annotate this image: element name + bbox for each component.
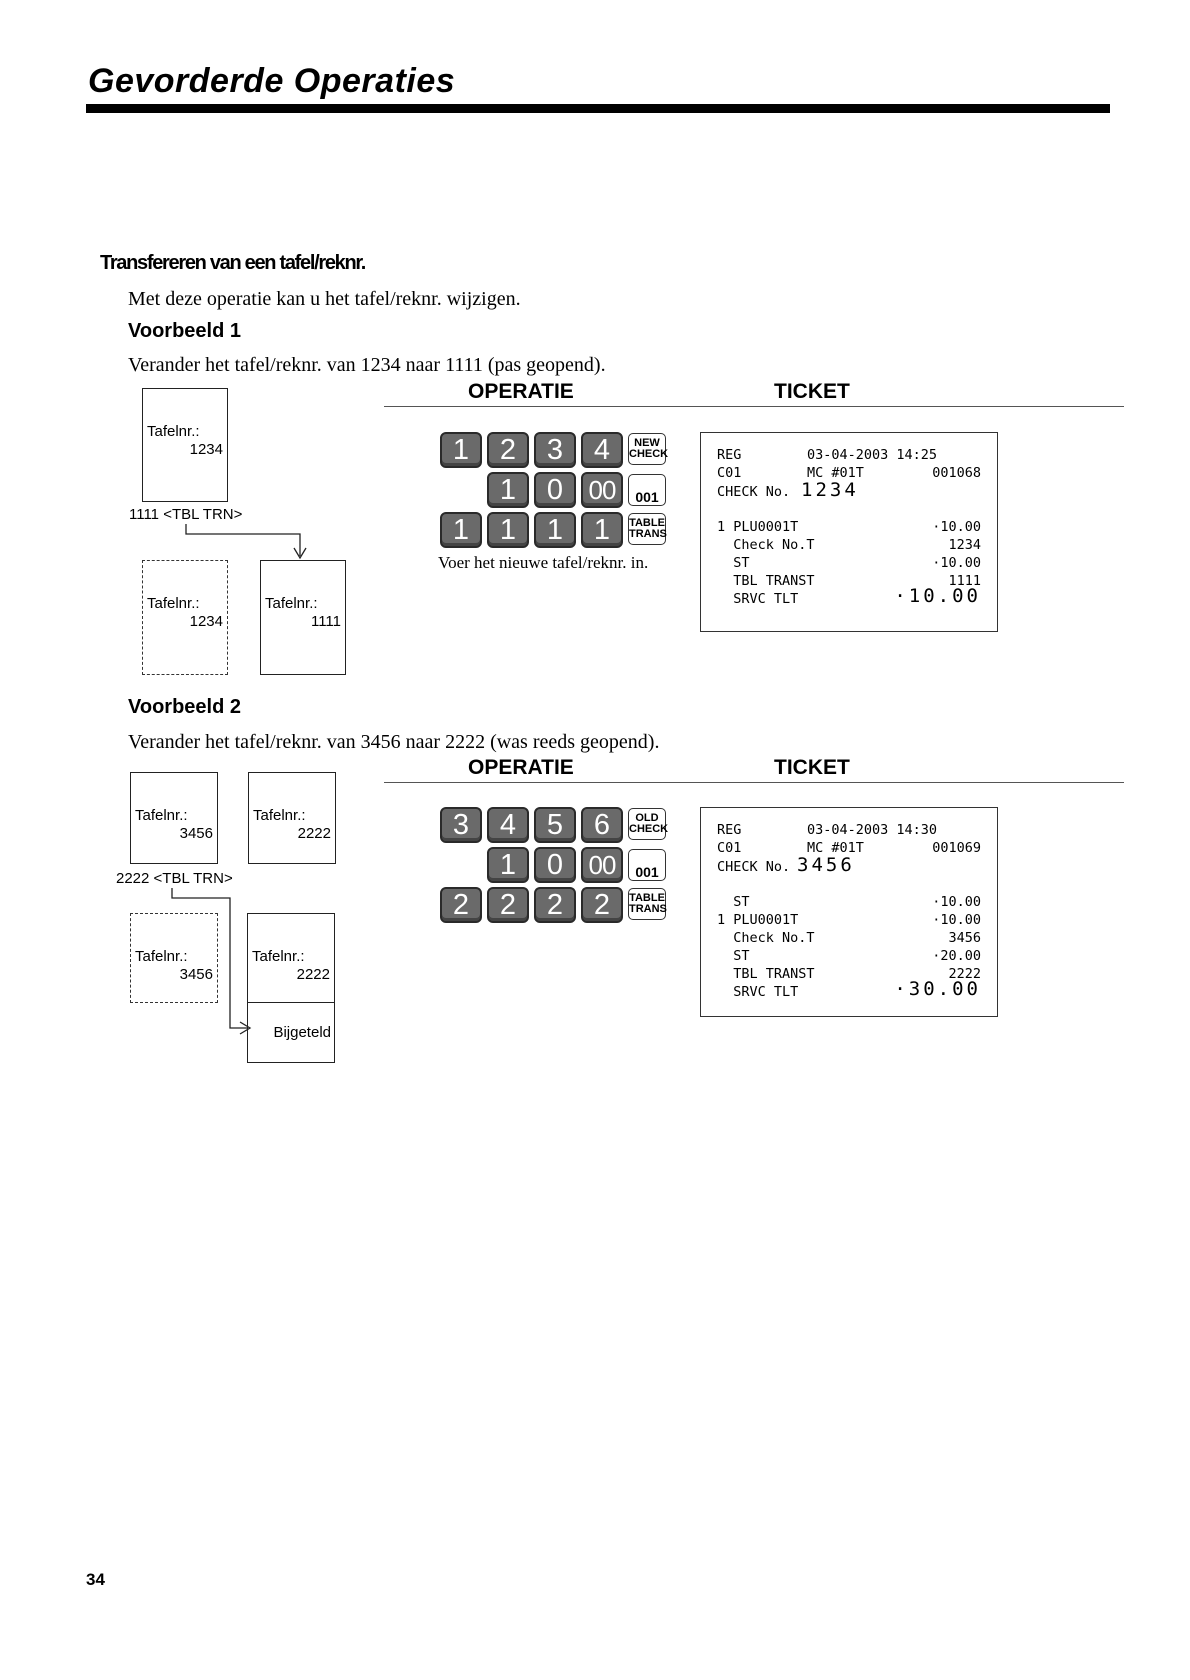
key-digit[interactable]: 1 bbox=[440, 512, 482, 548]
receipt-line: 1 PLU0001T bbox=[717, 519, 799, 535]
receipt-line: TBL TRANST bbox=[717, 966, 815, 982]
table-number: 1111 bbox=[310, 613, 341, 630]
table-label: Tafelnr.: bbox=[147, 595, 200, 612]
receipt-line-value: ·10.00 bbox=[932, 894, 981, 910]
ex2-transfer-arrow bbox=[168, 886, 252, 1036]
receipt-datetime: 03-04-2003 14:30 bbox=[807, 822, 938, 838]
receipt-mode: REG bbox=[717, 447, 742, 463]
merge-divider bbox=[248, 1002, 334, 1003]
receipt-line-value: ·20.00 bbox=[932, 948, 981, 964]
table-number: 1234 bbox=[189, 441, 223, 458]
key-label: TRANS bbox=[629, 903, 667, 915]
example2-heading: Voorbeeld 2 bbox=[128, 696, 241, 718]
key-digit[interactable]: 1 bbox=[534, 512, 576, 548]
ex1-table-box-old bbox=[142, 560, 228, 675]
example1-description: Verander het tafel/reknr. van 1234 naar 1111 (pas geopend). bbox=[128, 354, 606, 376]
receipt-datetime: 03-04-2003 14:25 bbox=[807, 447, 938, 463]
receipt-mode: REG bbox=[717, 822, 742, 838]
key-label: OLD bbox=[635, 812, 659, 824]
key-label: 001 bbox=[635, 489, 659, 505]
table-label: Tafelnr.: bbox=[147, 423, 200, 440]
old-check-key[interactable] bbox=[628, 808, 669, 840]
example1-operation-header: OPERATIE bbox=[468, 380, 574, 403]
key-label: TABLE bbox=[629, 517, 665, 529]
receipt-machine: MC #01T bbox=[807, 840, 864, 856]
key-digit[interactable]: 2 bbox=[581, 887, 623, 923]
key-label: TRANS bbox=[629, 528, 667, 540]
receipt-check-no: 3456 bbox=[797, 854, 855, 876]
receipt-clerk: C01 bbox=[717, 840, 742, 856]
key-double-zero[interactable]: 00 bbox=[581, 472, 623, 508]
key-digit[interactable]: 3 bbox=[534, 432, 576, 468]
ex2-table-box-3456 bbox=[130, 772, 218, 864]
key-digit[interactable]: 3 bbox=[440, 807, 482, 843]
receipt-line: TBL TRANST bbox=[717, 573, 815, 589]
clerk-key[interactable] bbox=[628, 849, 666, 881]
receipt-line-value: 2222 bbox=[948, 966, 981, 982]
receipt-total-label: SRVC TLT bbox=[717, 591, 799, 607]
key-digit[interactable]: 2 bbox=[487, 887, 529, 923]
receipt-line: ST bbox=[717, 894, 750, 910]
table-label: Tafelnr.: bbox=[265, 595, 318, 612]
table-number: 2222 bbox=[296, 966, 330, 983]
ex2-receipt bbox=[700, 807, 998, 1017]
intro-text: Met deze operatie kan u het tafel/reknr. wijzigen. bbox=[128, 288, 521, 310]
added-label: Bijgeteld bbox=[273, 1024, 331, 1041]
table-number: 3456 bbox=[179, 966, 213, 983]
title-rule bbox=[86, 104, 1110, 113]
key-label: CHECK bbox=[629, 448, 669, 460]
receipt-check-no: 1234 bbox=[801, 479, 859, 501]
ex1-command-label: 1111 <TBL TRN> bbox=[129, 506, 243, 523]
key-digit[interactable]: 2 bbox=[534, 887, 576, 923]
page-number: 34 bbox=[86, 1570, 105, 1589]
key-digit[interactable]: 4 bbox=[581, 432, 623, 468]
ex1-table-box-new bbox=[260, 560, 346, 675]
clerk-key[interactable] bbox=[628, 474, 666, 506]
receipt-line: Check No.T bbox=[717, 537, 815, 553]
example2-header-rule bbox=[384, 782, 1124, 783]
example1-header-rule bbox=[384, 406, 1124, 407]
table-trans-key[interactable] bbox=[628, 888, 666, 920]
receipt-line: ST bbox=[717, 948, 750, 964]
ex2-table-box-merged bbox=[247, 913, 335, 1063]
ex1-receipt bbox=[700, 432, 998, 632]
key-digit[interactable]: 1 bbox=[487, 512, 529, 548]
key-digit[interactable]: 1 bbox=[581, 512, 623, 548]
receipt-total-label: SRVC TLT bbox=[717, 984, 799, 1000]
receipt-line: ST bbox=[717, 555, 750, 571]
key-digit[interactable]: 2 bbox=[487, 432, 529, 468]
ex1-transfer-arrow bbox=[180, 520, 310, 560]
ex1-note: Voer het nieuwe tafel/reknr. in. bbox=[438, 553, 649, 572]
receipt-line-value: 3456 bbox=[948, 930, 981, 946]
table-trans-key[interactable] bbox=[628, 513, 666, 545]
section-title: Transfereren van een tafel/reknr. bbox=[100, 252, 366, 274]
table-number: 1234 bbox=[189, 613, 223, 630]
ex2-command-label: 2222 <TBL TRN> bbox=[116, 870, 233, 887]
key-digit[interactable]: 1 bbox=[487, 472, 529, 508]
table-label: Tafelnr.: bbox=[253, 807, 306, 824]
receipt-consecutive: 001068 bbox=[932, 465, 981, 481]
example1-ticket-header: TICKET bbox=[774, 380, 850, 403]
table-number: 2222 bbox=[297, 825, 331, 842]
key-double-zero[interactable]: 00 bbox=[581, 847, 623, 883]
key-digit[interactable]: 0 bbox=[534, 847, 576, 883]
table-label: Tafelnr.: bbox=[135, 948, 188, 965]
new-check-key[interactable] bbox=[628, 433, 669, 465]
receipt-total: ·30.00 bbox=[894, 978, 981, 1000]
table-number: 3456 bbox=[179, 825, 213, 842]
receipt-line: Check No.T bbox=[717, 930, 815, 946]
key-label: NEW bbox=[634, 437, 660, 449]
receipt-total: ·10.00 bbox=[894, 585, 981, 607]
key-digit[interactable]: 0 bbox=[534, 472, 576, 508]
key-label: CHECK bbox=[629, 823, 669, 835]
receipt-line: 1 PLU0001T bbox=[717, 912, 799, 928]
key-digit[interactable]: 1 bbox=[487, 847, 529, 883]
ex2-table-box-2222 bbox=[248, 772, 336, 864]
receipt-check-label: CHECK No. bbox=[717, 859, 791, 875]
key-label: TABLE bbox=[629, 892, 665, 904]
key-digit[interactable]: 5 bbox=[534, 807, 576, 843]
receipt-clerk: C01 bbox=[717, 465, 742, 481]
key-digit[interactable]: 2 bbox=[440, 887, 482, 923]
key-digit[interactable]: 1 bbox=[440, 432, 482, 468]
example2-description: Verander het tafel/reknr. van 3456 naar 2222 (was reeds geopend). bbox=[128, 731, 660, 753]
receipt-line-value: ·10.00 bbox=[932, 555, 981, 571]
key-label: 001 bbox=[635, 864, 659, 880]
receipt-line-value: 1111 bbox=[948, 573, 981, 589]
receipt-check-label: CHECK No. bbox=[717, 484, 791, 500]
ex1-table-box-initial bbox=[142, 388, 228, 502]
table-label: Tafelnr.: bbox=[252, 948, 305, 965]
receipt-consecutive: 001069 bbox=[932, 840, 981, 856]
table-label: Tafelnr.: bbox=[135, 807, 188, 824]
page-title: Gevorderde Operaties bbox=[88, 62, 456, 100]
receipt-line-value: ·10.00 bbox=[932, 912, 981, 928]
key-digit[interactable]: 6 bbox=[581, 807, 623, 843]
key-digit[interactable]: 4 bbox=[487, 807, 529, 843]
receipt-line-value: 1234 bbox=[948, 537, 981, 553]
receipt-machine: MC #01T bbox=[807, 465, 864, 481]
example1-heading: Voorbeeld 1 bbox=[128, 320, 241, 342]
example2-operation-header: OPERATIE bbox=[468, 756, 574, 779]
example2-ticket-header: TICKET bbox=[774, 756, 850, 779]
receipt-line-value: ·10.00 bbox=[932, 519, 981, 535]
